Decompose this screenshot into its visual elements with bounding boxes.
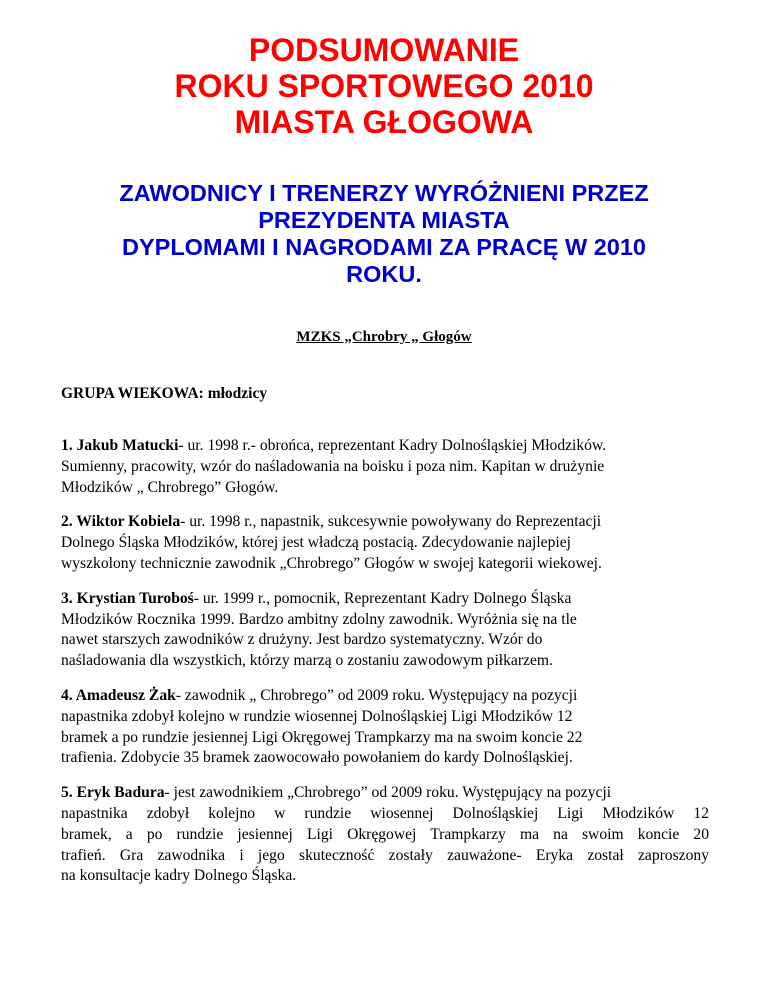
entry-text: Dolnego Śląska Młodzików, której jest władczą postacią. Zdecydowanie najlepiej (61, 534, 571, 552)
list-item (61, 436, 709, 498)
entry-text: Młodzików Rocznika 1999. Bardzo ambitny zdolny zawodnik. Wyróżnia się na tle (61, 610, 577, 628)
main-title-line-3: MIASTA GŁOGOWA (234, 104, 534, 140)
entry-text: nawet starszych zawodników z drużyny. Jest bardzo systematyczny. Wzór do (61, 631, 543, 649)
entry-text: napastnika zdobył kolejno w rundzie wiosennej Dolnośląskiej Ligi Młodzików 12 (61, 707, 573, 725)
player-name: 5. Eryk Badura (61, 784, 165, 802)
entry-text: wyszkolony technicznie zawodnik „Chrobrego” Głogów w swojej kategorii wiekowej. (61, 554, 602, 572)
player-list (61, 436, 709, 901)
entry-text: - ur. 1999 r., pomocnik, Reprezentant Kadry Dolnego Śląska (193, 589, 572, 607)
list-item (61, 589, 709, 672)
entry-text: Młodzików „ Chrobrego” Głogów. (61, 478, 279, 496)
list-item (61, 783, 709, 887)
entry-text: trafienia. Zdobycie 35 bramek zaowocowało powołaniem do kardy Dolnośląskiej. (61, 749, 573, 767)
list-item (61, 512, 709, 574)
entry-text: naśladowania dla wszystkich, którzy marzą o zostaniu zawodowym piłkarzem. (61, 652, 553, 670)
entry-text: trafień. Gra zawodnika i jego skuteczność zostały zauważone- Eryka został zaproszony (61, 846, 709, 864)
player-name: 2. Wiktor Kobiela (61, 513, 181, 531)
list-item (61, 686, 709, 769)
subtitle (0, 180, 768, 288)
entry-text: - ur. 1998 r.- obrońca, reprezentant Kadry Dolnośląskiej Młodzików. (178, 437, 607, 454)
player-name: 4. Amadeusz Żak (61, 686, 176, 704)
entry-text: bramek a po rundzie jesiennej Ligi Okręgowej Trampkarzy ma na swoim koncie 22 (61, 728, 583, 746)
age-group-label: GRUPA WIEKOWA: młodzicy (61, 385, 268, 402)
entry-text: - jest zawodnikiem „Chrobrego” od 2009 roku. Występujący na pozycji (164, 784, 612, 802)
player-name: 1. Jakub Matucki (61, 437, 179, 454)
entry-text: Sumienny, pracowity, wzór do naśladowania na boisku i poza nim. Kapitan w drużynie (61, 457, 605, 475)
subtitle-line-4: ROKU. (346, 261, 422, 287)
main-title (0, 32, 768, 140)
entry-text: napastnika zdobył kolejno w rundzie wiosennej Dolnośląskiej Ligi Młodzików 12 (61, 804, 709, 822)
club-name: MZKS „Chrobry „ Głogów (296, 329, 472, 345)
player-name: 3. Krystian Turoboś (61, 589, 194, 607)
main-title-line-2: ROKU SPORTOWEGO 2010 (174, 68, 594, 104)
subtitle-line-1: ZAWODNICY I TRENERZY WYRÓŻNIENI PRZEZ (119, 180, 649, 206)
entry-text: - zawodnik „ Chrobrego” od 2009 roku. Występujący na pozycji (175, 686, 578, 704)
main-title-line-1: PODSUMOWANIE (248, 32, 520, 68)
entry-text: - ur. 1998 r., napastnik, sukcesywnie powoływany do Reprezentacji (180, 513, 602, 531)
subtitle-line-3: DYPLOMAMI I NAGRODAMI ZA PRACĘ W 2010 (122, 234, 646, 260)
entry-text: bramek, a po rundzie jesiennej Ligi Okręgowej Trampkarzy ma na swoim koncie 20 (61, 825, 709, 843)
subtitle-line-2: PREZYDENTA MIASTA (258, 207, 510, 233)
entry-text: na konsultacje kadry Dolnego Śląska. (61, 867, 297, 885)
